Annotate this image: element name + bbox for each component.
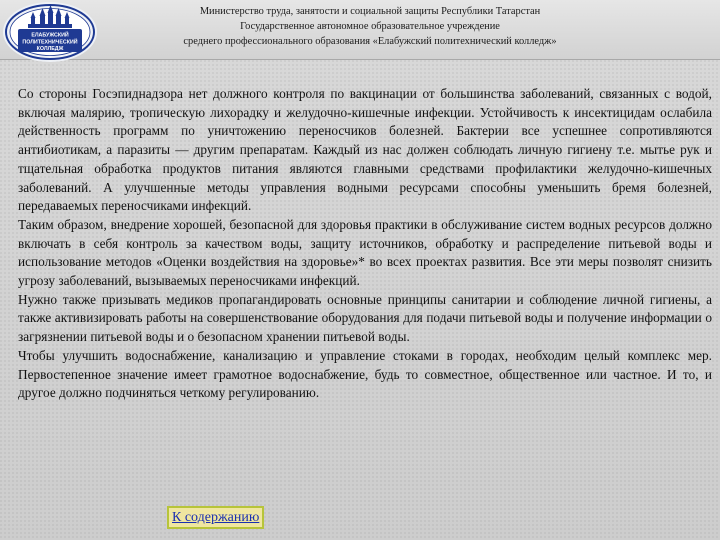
paragraph-1: Со стороны Госэпиднадзора нет должного контроля по вакцинации от большинства заболеваний, связанных с водой, включая малярию, тропическую лихорадку и желудочно-кишечные инфекции. Устойчивость к инсектицидам ослабила действенность программ по уничтожению переносчиков болезней. Бактерии все успешнее сопротивляются антибиотикам, а паразиты — другим препаратам. Каждый из нас должен соблюдать личную гигиену т.е. мытье рук и тщательная обработка продуктов питания являются главными средствами профилактики желудочно-кишечных заболеваний. А улучшенные методы управления водными ресурсами способны уменьшить бремя болезней, передаваемых переносчиками инфекций. [18,86,712,214]
header-line-institution-type: Государственное автономное образовательное учреждение [240,21,500,32]
paragraph-2: Таким образом, внедрение хорошей, безопасной для здоровья практики в обслуживание систем водных ресурсов должно включать в себя контроль за качеством воды, защиту источников, обработку и распределение питьевой воды и использование методов «Оценки воздействия на здоровье»* во всех проектах развития. Все эти меры позволят снизить угрозу заболеваний, вызываемых переносчиками инфекций. [18,216,712,289]
organization-header [100,4,640,49]
logo-line-1: ЕЛАБУЖСКИЙ [31,32,69,39]
table-of-contents-link[interactable]: К содержанию [167,506,264,529]
header-line-ministry: Министерство труда, занятости и социальной защиты Республики Татарстан [199,6,541,17]
logo-line-2: ПОЛИТЕХНИЧЕСКИЙ [22,39,78,46]
paragraph-3: Нужно также призывать медиков пропагандировать основные принципы санитарии и соблюдение личной гигиены, а также активизировать работы на совершенствование оборудования для подачи питьевой воды и получение информации о загрязнении питьевой воды и о безопасном хранении питьевой воды. [18,291,712,345]
main-text [18,85,712,403]
paragraph-4: Чтобы улучшить водоснабжение, канализацию и управление стоками в городах, необходим целый комплекс мер. Первостепенное значение имеет грамотное водоснабжение, будь то совместное, общественное или частное. И то, и другое должно подчиняться четкому регулированию. [18,347,712,401]
college-logo [3,2,97,62]
header-line-college-name: среднего профессионального образования «Елабужский политехнический колледж» [183,36,557,47]
college-logo-icon [4,3,96,61]
kremlin-silhouette-icon [28,5,72,28]
logo-line-3: КОЛЛЕДЖ [36,46,64,52]
